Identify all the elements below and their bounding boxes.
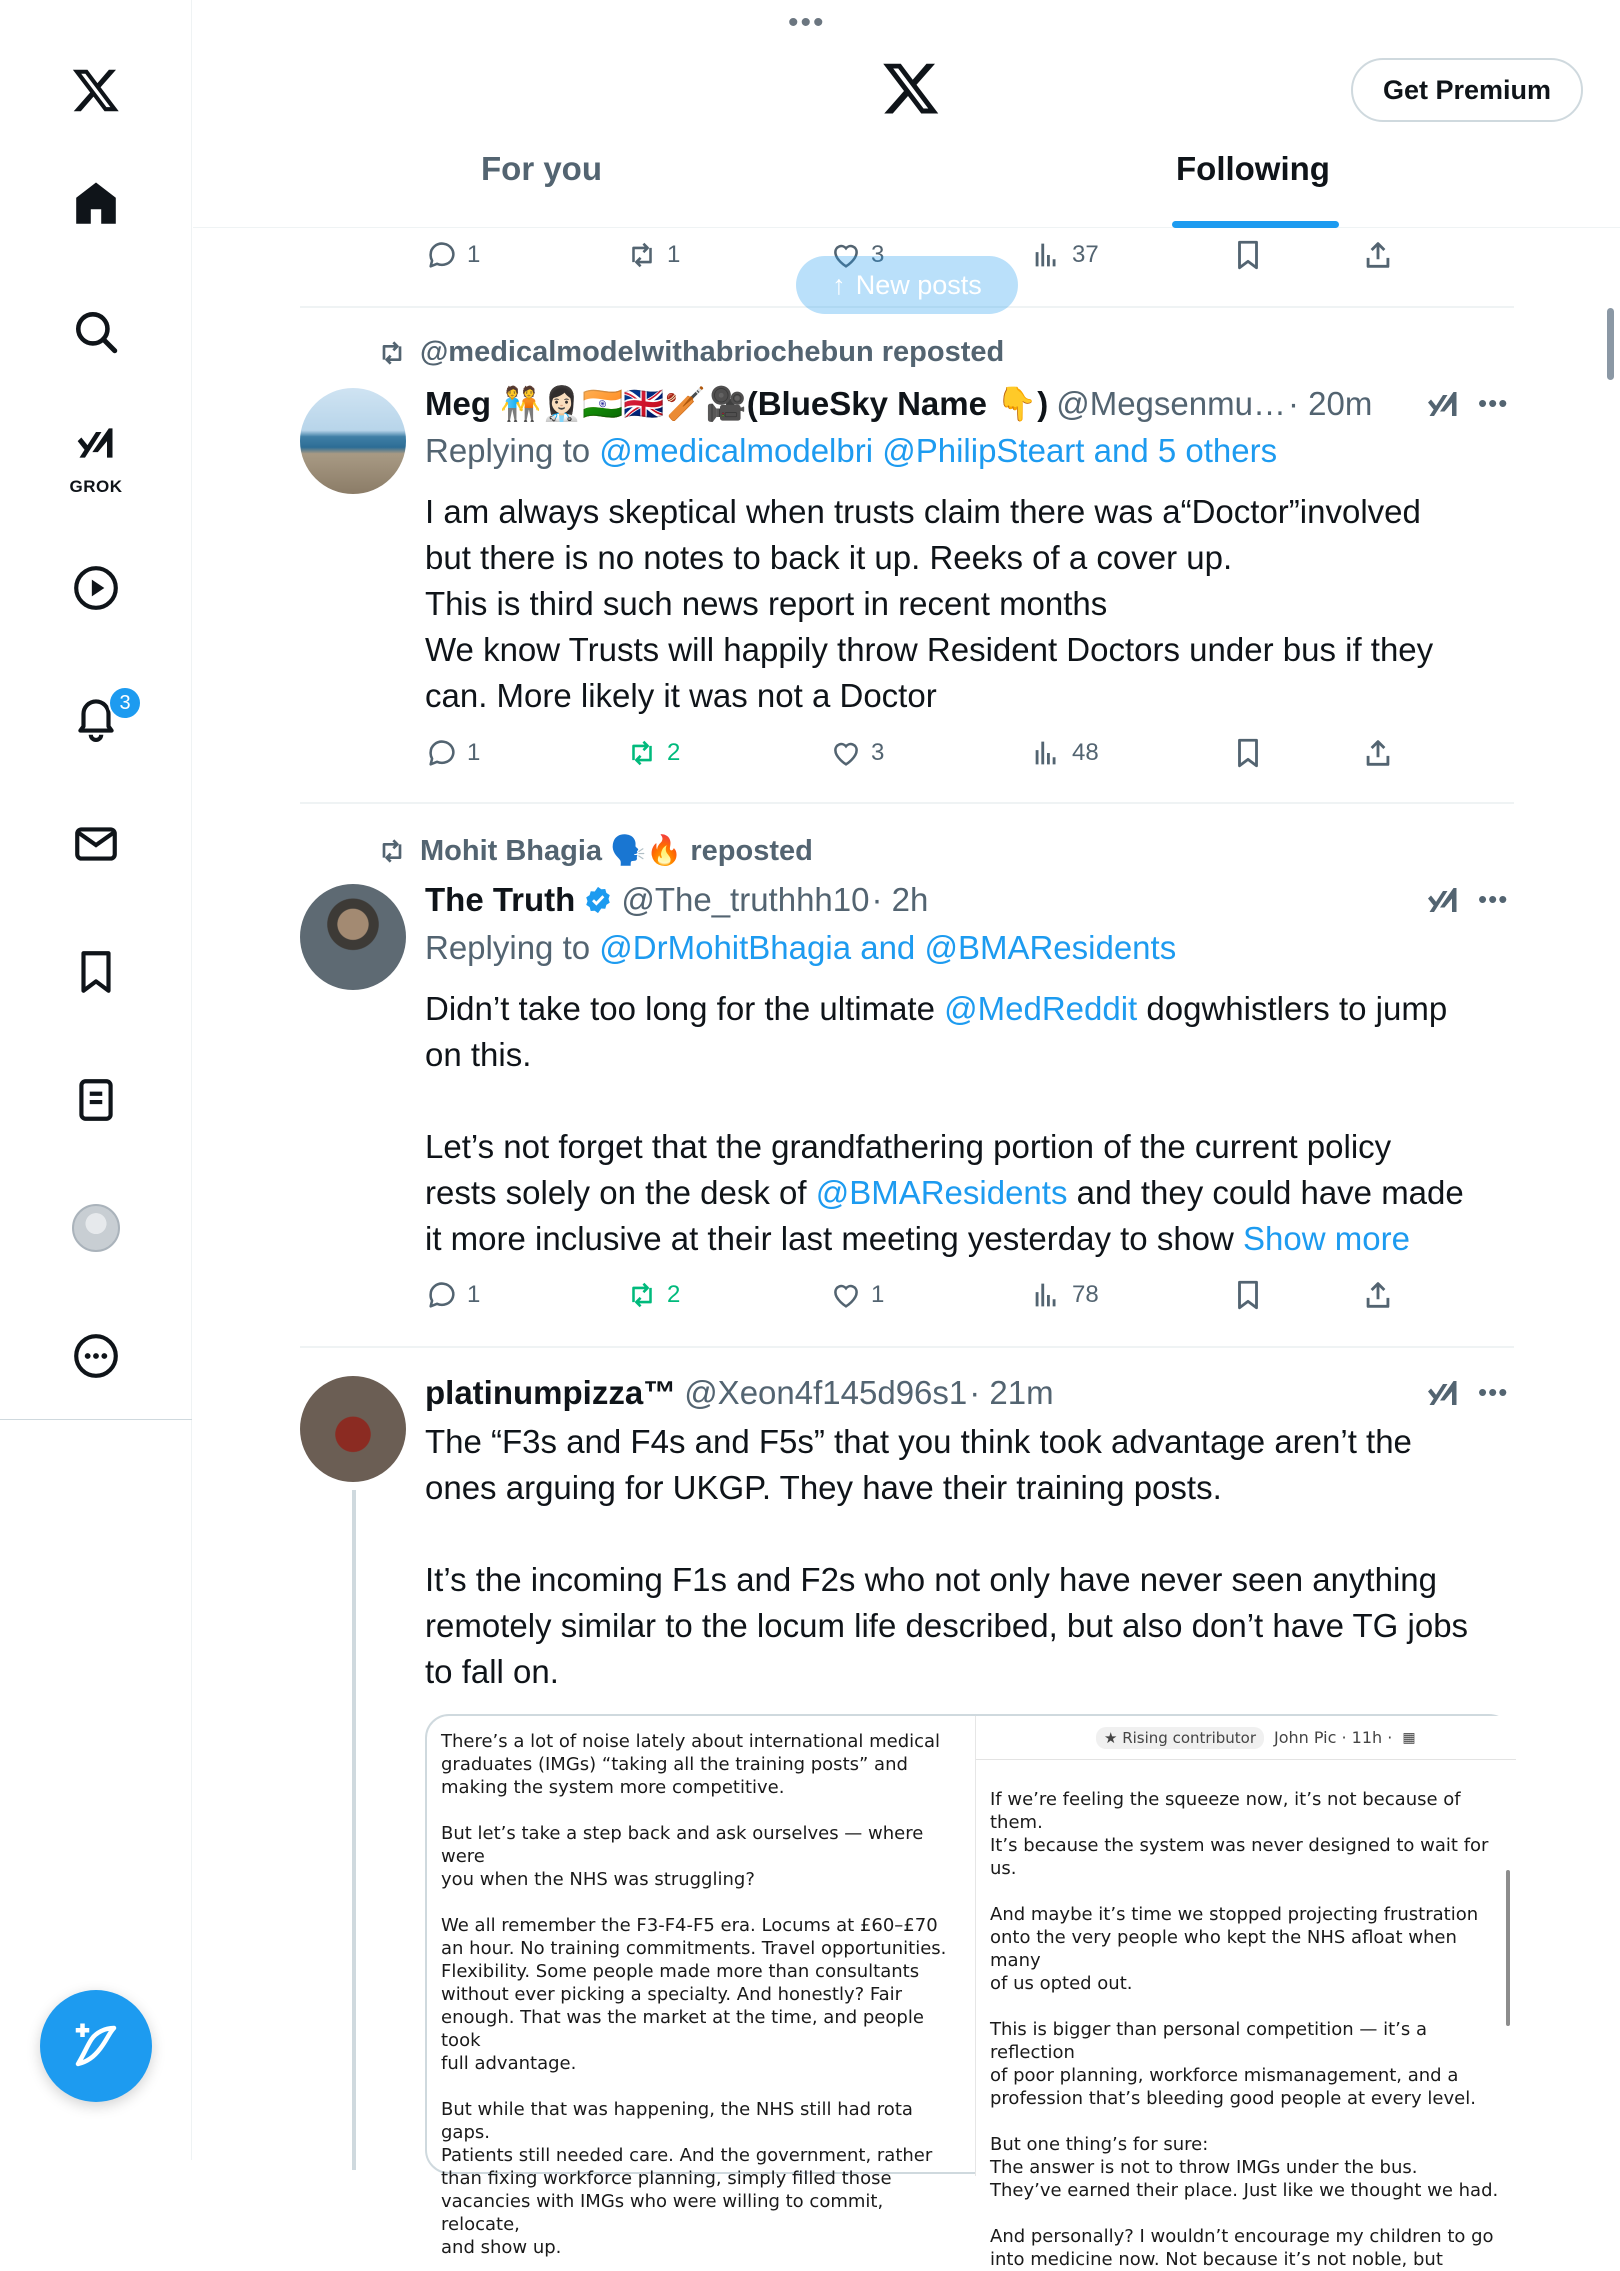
views-chart-icon	[1030, 1278, 1064, 1312]
reply-count: 1	[467, 241, 481, 268]
replying-to-mentions[interactable]: @medicalmodelbri @PhilipSteart and 5 others	[599, 432, 1278, 469]
post-text	[425, 986, 1515, 1262]
thread-line	[352, 1490, 356, 2170]
more-options-icon[interactable]: •••	[1478, 884, 1509, 914]
arrow-up-icon: ↑	[832, 269, 846, 300]
repost-button[interactable]	[625, 238, 680, 272]
reposted-by-label: @medicalmodelwithabriochebun reposted	[420, 336, 1005, 368]
reply-button[interactable]	[425, 1278, 480, 1312]
globe-icon: ▦	[1402, 1729, 1416, 1746]
reply-count: 1	[467, 1281, 481, 1308]
author-name[interactable]: Meg 🧑‍🤝‍🧑👩🏻‍⚕️🇮🇳🇬🇧🏏🎥(BlueSky Name 👇)	[425, 384, 1049, 422]
share-icon	[1361, 736, 1395, 770]
view-count: 78	[1072, 1281, 1099, 1308]
repost-button[interactable]	[625, 736, 680, 770]
avatar[interactable]	[300, 388, 406, 494]
messages-mail-icon[interactable]	[46, 794, 146, 894]
replying-to-line	[425, 432, 1277, 470]
post-actions	[425, 736, 1405, 776]
search-icon[interactable]	[46, 282, 146, 382]
share-button[interactable]	[1361, 736, 1395, 770]
post-time[interactable]: · 2h	[871, 881, 929, 918]
scrollbar[interactable]	[1607, 308, 1614, 380]
notification-count-badge: 3	[108, 686, 142, 720]
grok-label: GROK	[69, 477, 123, 496]
bookmarks-icon[interactable]	[46, 922, 146, 1022]
post-text-part: and they could have made it more inclusive at their last meeting yesterday to show	[425, 1174, 1464, 1257]
repost-icon	[376, 337, 408, 369]
post-time[interactable]: · 20m	[1287, 385, 1373, 422]
share-button[interactable]	[1361, 1278, 1395, 1312]
reply-count: 1	[467, 739, 481, 766]
get-premium-button[interactable]: Get Premium	[1351, 58, 1583, 122]
avatar[interactable]	[300, 1376, 406, 1482]
author-name[interactable]: platinumpizza™	[425, 1374, 677, 1411]
view-count: 48	[1072, 739, 1099, 766]
reply-icon	[425, 1278, 459, 1312]
more-options-icon[interactable]	[46, 1306, 146, 1406]
views-button[interactable]	[1030, 1278, 1099, 1312]
post-author-row	[425, 1371, 1425, 1415]
new-posts-pill[interactable]	[796, 256, 1018, 314]
grok-icon[interactable]	[46, 405, 146, 505]
media-author-line: John Pic · 11h ·	[1274, 1728, 1393, 1747]
post-text: I am always skeptical when trusts claim there was a“Doctor”involved but there is no notes to back it up. Reeks of a cover up. This is third such news report in recent months We know Trusts will happily throw Resident Doctors under bus if they can. More likely it was not a Doctor	[425, 493, 1434, 714]
grok-icon[interactable]	[1425, 882, 1461, 918]
repost-attribution	[376, 834, 813, 868]
bookmark-icon	[1231, 238, 1265, 272]
bookmark-icon	[1231, 736, 1265, 770]
post-divider	[300, 802, 1514, 804]
like-button[interactable]	[829, 736, 884, 770]
media-scrollbar	[1506, 1870, 1510, 2026]
reposted-by-label: Mohit Bhagia 🗣️🔥 reposted	[420, 835, 813, 867]
post-text-part: Didn’t take too long for the ultimate	[425, 990, 945, 1027]
avatar	[72, 1204, 120, 1252]
post-text: The “F3s and F4s and F5s” that you think took advantage aren’t the ones arguing for UKGP. They have their training posts. It’s the incoming F1s and F2s who not only have never seen anything remotely similar to the locum life described, but also don’t have TG jobs to fall on.	[425, 1423, 1469, 1690]
views-button[interactable]	[1030, 736, 1099, 770]
repost-button[interactable]	[625, 1278, 680, 1312]
post-media-image[interactable]	[425, 1714, 1513, 2270]
window-drag-handle[interactable]: •••	[788, 6, 826, 39]
author-handle[interactable]: @Xeon4f145d96s1	[684, 1374, 968, 1411]
post-author-row	[425, 878, 1425, 922]
sidebar	[0, 0, 192, 2160]
profile-avatar-icon[interactable]	[46, 1178, 146, 1278]
sidebar-nav	[0, 0, 192, 1420]
post-divider	[300, 1346, 1514, 1348]
views-chart-icon	[1030, 736, 1064, 770]
reply-icon	[425, 238, 459, 272]
post-text-part: dogwhistlers to jump on this. Let’s not forget that the grandfathering portion of the current policy rests solely on the desk of	[425, 990, 1448, 1211]
media-right-text: If we’re feeling the squeeze now, it’s not because of them. It’s because the system was never designed to wait for us. And maybe it’s time we stopped projecting frustration onto the very people who kept the NHS afloat when many of us opted out. This is bigger than personal competition — it’s a reflection of poor planning, workforce mismanagement, and a profession that’s bleeding good people at every level. But one thing’s for sure: The answer is not to throw IMGs under the bus. They’ve earned their place. Just like we thought we had. And personally? I wouldn’t encourage my children to go into medicine now. Not because it’s not noble, but	[990, 1789, 1499, 2270]
media-right-panel	[975, 1716, 1515, 2270]
replying-prefix: Replying to	[425, 929, 591, 966]
author-handle[interactable]: @The_truthhh10	[621, 881, 870, 918]
replying-to-line	[425, 929, 1176, 967]
grok-icon[interactable]	[1425, 1375, 1461, 1411]
share-icon	[1361, 238, 1395, 272]
tab-following[interactable]: Following	[1176, 150, 1330, 187]
timeline-header	[193, 0, 1620, 228]
verified-badge-icon	[583, 885, 613, 915]
share-icon	[1361, 1278, 1395, 1312]
media-right-header	[976, 1716, 1516, 1760]
repost-attribution	[376, 336, 1004, 369]
video-play-icon[interactable]	[46, 538, 146, 638]
lists-icon[interactable]	[46, 1050, 146, 1150]
media-left-text: There’s a lot of noise lately about international medical graduates (IMGs) “taking all the training posts” and making the system more competitive. But let’s take a step back and ask ourselves — where were you when the NHS was struggling? We all remember the F3-F4-F5 era. Locums at £60–£70 an hour. No training commitments. Travel opportunities. Flexibility. Some people made more than consultants without ever picking a specialty. And honestly? Fair enough. That was the market at the time, and people took full advantage. But while that was happening, the NHS still had rota gaps. Patients still needed care. And the government, rather than fixing workforce planning, simply filled those vacancies with IMGs who were willing to commit, relocate, and show up.	[441, 1731, 947, 2258]
views-button[interactable]	[1030, 238, 1099, 272]
bookmark-icon	[1231, 1278, 1265, 1312]
heart-icon	[829, 1278, 863, 1312]
rising-contributor-badge: ★ Rising contributor	[1096, 1727, 1264, 1749]
new-posts-label: New posts	[855, 269, 982, 300]
compose-feather-icon	[69, 2019, 123, 2073]
post-actions	[425, 1278, 1405, 1318]
compose-post-button[interactable]	[40, 1990, 152, 2102]
notifications-bell-icon[interactable]	[46, 666, 146, 766]
share-button[interactable]	[1361, 238, 1395, 272]
more-options-icon[interactable]: •••	[1478, 1377, 1509, 1407]
home-icon[interactable]	[46, 154, 146, 254]
active-tab-indicator	[1172, 221, 1339, 228]
replying-to-mentions[interactable]: @DrMohitBhagia and @BMAResidents	[599, 929, 1177, 966]
mention-link[interactable]: @MedReddit	[944, 990, 1138, 1027]
view-count: 37	[1072, 241, 1099, 268]
repost-icon	[625, 1278, 659, 1312]
author-name[interactable]: The Truth	[425, 881, 576, 918]
reply-button[interactable]	[425, 238, 480, 272]
bookmark-button[interactable]	[1231, 1278, 1265, 1312]
repost-icon	[625, 238, 659, 272]
avatar[interactable]	[300, 884, 406, 990]
tab-for-you[interactable]: For you	[481, 150, 602, 187]
post-time[interactable]: · 21m	[969, 1374, 1054, 1411]
views-chart-icon	[1030, 238, 1064, 272]
x-logo-icon[interactable]	[881, 58, 941, 118]
repost-icon	[625, 736, 659, 770]
repost-count: 2	[667, 1281, 681, 1308]
like-count: 3	[871, 241, 885, 268]
repost-icon	[376, 835, 408, 867]
like-count: 1	[871, 1281, 885, 1308]
x-logo-icon[interactable]	[46, 40, 146, 140]
bookmark-button[interactable]	[1231, 736, 1265, 770]
replying-prefix: Replying to	[425, 432, 591, 469]
repost-count: 2	[667, 739, 681, 766]
grok-icon[interactable]	[1425, 386, 1461, 422]
heart-icon	[829, 736, 863, 770]
like-count: 3	[871, 739, 885, 766]
like-button[interactable]	[829, 1278, 884, 1312]
reply-button[interactable]	[425, 736, 480, 770]
reply-icon	[425, 736, 459, 770]
mention-link[interactable]: @BMAResidents	[815, 1174, 1068, 1211]
more-options-icon[interactable]: •••	[1478, 388, 1509, 418]
show-more-link[interactable]: Show more	[1243, 1220, 1410, 1257]
author-handle[interactable]: @Megsenmu…	[1056, 385, 1286, 422]
post-author-row	[425, 382, 1425, 426]
repost-count: 1	[667, 241, 681, 268]
bookmark-button[interactable]	[1231, 238, 1265, 272]
